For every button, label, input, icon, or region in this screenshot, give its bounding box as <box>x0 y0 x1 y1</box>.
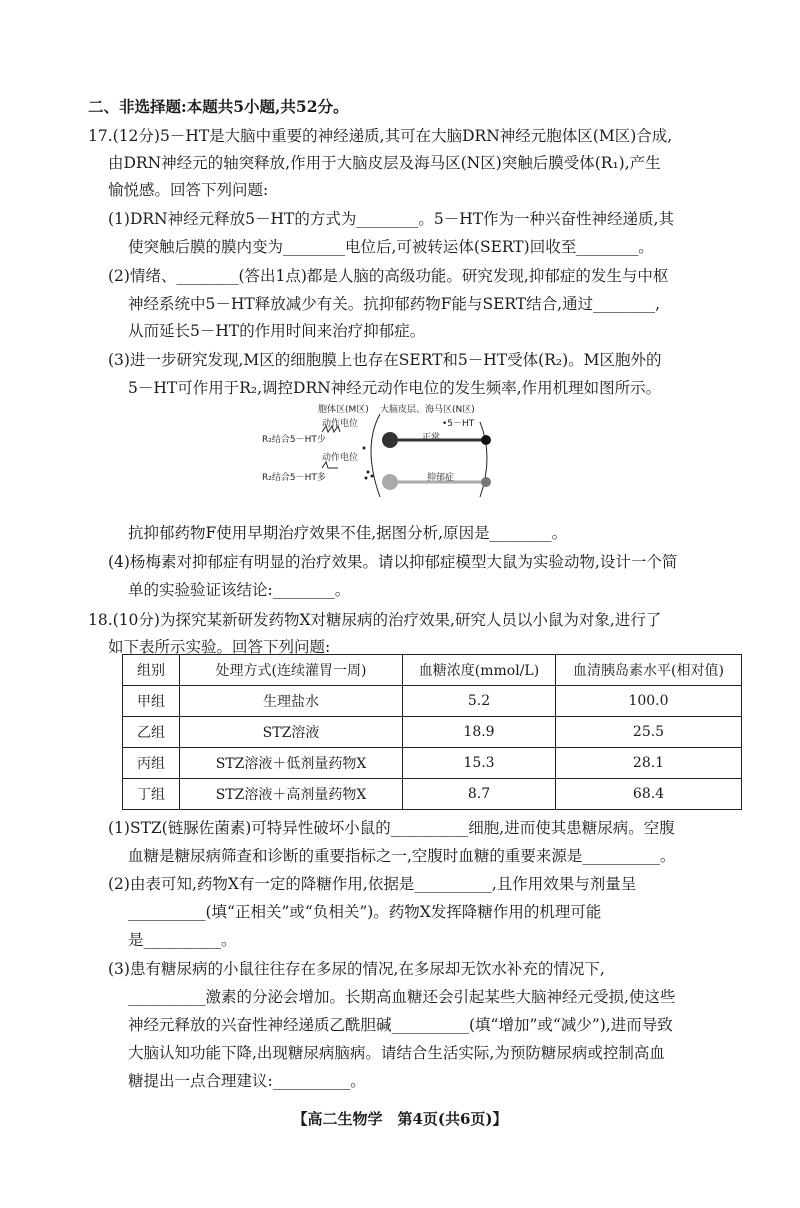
table-cell: 生理盐水 <box>180 686 403 717</box>
table-row <box>123 686 742 717</box>
q18-sub2-line-2: __________(填“正相关”或“负相关”)。药物X发挥降糖作用的机理可能 <box>128 903 602 921</box>
table-cell: 丁组 <box>123 779 180 810</box>
q17-sub3-line-3: 抗抑郁药物F使用早期治疗效果不佳,据图分析,原因是________。 <box>128 524 568 542</box>
table-cell: 100.0 <box>556 686 742 717</box>
q17-sub4-line-2: 单的实验验证该结论:________。 <box>128 581 351 599</box>
fig-left-bottom: R₂结合5－HT多 <box>262 473 326 483</box>
q17-sub2-line-3: 从而延长5－HT的作用时间来治疗抑郁症。 <box>128 322 426 340</box>
q18-line-1: 18.(10分)为探究某新研发药物X对糖尿病的治疗效果,研究人员以小鼠为对象,进行了 <box>88 611 662 629</box>
fig-ap-bottom: 动作电位 <box>322 453 359 463</box>
fig-region-m: 胞体区(M区) <box>318 405 369 415</box>
table-header-row <box>123 655 742 686</box>
q18-sub1-line-1: (1)STZ(链脲佐菌素)可特异性破坏小鼠的__________细胞,进而使其患糖尿病。空腹 <box>108 819 675 837</box>
q17-line-2: 由DRN神经元的轴突释放,作用于大脑皮层及海马区(N区)突触后膜受体(R₁),产生 <box>108 154 661 172</box>
fig-ap-top: 动作电位 <box>322 419 359 429</box>
fig-5ht-label: •5－HT <box>442 419 475 429</box>
table-cell: 25.5 <box>556 717 742 748</box>
table-cell: 甲组 <box>123 686 180 717</box>
table-cell: 28.1 <box>556 748 742 779</box>
q17-sub3-line-2: 5－HT可作用于R₂,调控DRN神经元动作电位的发生频率,作用机理如图所示。 <box>128 379 662 397</box>
experiment-table <box>122 654 742 810</box>
fig-terminal-top <box>481 435 491 445</box>
q17-line-3: 愉悦感。回答下列问题: <box>108 181 269 199</box>
table-row <box>123 748 742 779</box>
table-cell: 15.3 <box>403 748 556 779</box>
fig-left-top: R₂结合5－HT少 <box>262 435 326 445</box>
table-header: 组别 <box>123 655 180 686</box>
mechanism-figure <box>262 402 492 502</box>
table-row <box>123 779 742 810</box>
table-cell: 18.9 <box>403 717 556 748</box>
fig-normal: 正常 <box>422 433 441 443</box>
fig-terminal-bottom <box>481 477 491 487</box>
table-cell: STZ溶液＋高剂量药物X <box>180 779 403 810</box>
q18-sub2-line-3: 是__________。 <box>128 931 237 949</box>
q17-sub1-line-1: (1)DRN神经元释放5－HT的方式为________。5－HT作为一种兴奋性神经递质,其 <box>108 210 674 228</box>
page-footer: 【高二生物学 第4页(共6页)】 <box>292 1110 508 1128</box>
q18-sub3-line-1: (3)患有糖尿病的小鼠往往存在多尿的情况,在多尿却无饮水补充的情况下, <box>108 960 605 978</box>
q17-sub4-line-1: (4)杨梅素对抑郁症有明显的治疗效果。请以抑郁症模型大鼠为实验动物,设计一个简 <box>108 553 678 571</box>
q18-line-2: 如下表所示实验。回答下列问题: <box>108 638 331 656</box>
table-cell: 68.4 <box>556 779 742 810</box>
table-cell: STZ溶液 <box>180 717 403 748</box>
q18-sub3-line-3: 神经元释放的兴奋性神经递质乙酰胆碱__________(填“增加”或“减少”),进而导致 <box>128 1016 673 1034</box>
q18-sub1-line-2: 血糖是糖尿病筛查和诊断的重要指标之一,空腹时血糖的重要来源是__________。 <box>128 847 676 865</box>
q18-sub3-line-5: 糖提出一点合理建议:__________。 <box>128 1072 366 1090</box>
q18-sub2-line-1: (2)由表可知,药物X有一定的降糖作用,依据是__________,且作用效果与剂量呈 <box>108 875 637 893</box>
q18-sub3-line-4: 大脑认知功能下降,出现糖尿病脑病。请结合生活实际,为预防糖尿病或控制高血 <box>128 1044 665 1062</box>
table-cell: 丙组 <box>123 748 180 779</box>
table-header: 血糖浓度(mmol/L) <box>403 655 556 686</box>
table-row <box>123 717 742 748</box>
table-header: 处理方式(连续灌胃一周) <box>180 655 403 686</box>
fig-neuron-bottom <box>382 474 398 490</box>
q17-sub2-line-1: (2)情绪、________(答出1点)都是人脑的高级功能。研究发现,抑郁症的发生与中枢 <box>108 267 669 285</box>
table-cell: 5.2 <box>403 686 556 717</box>
q17-sub2-line-2: 神经系统中5－HT释放减少有关。抗抑郁药物F能与SERT结合,通过________, <box>128 295 660 313</box>
q17-line-1: 17.(12分)5－HT是大脑中重要的神经递质,其可在大脑DRN神经元胞体区(M区)合成, <box>88 127 673 145</box>
table-cell: STZ溶液＋低剂量药物X <box>180 748 403 779</box>
table-header: 血清胰岛素水平(相对值) <box>556 655 742 686</box>
fig-depression: 抑郁症 <box>427 473 455 483</box>
table-cell: 8.7 <box>403 779 556 810</box>
table-cell: 乙组 <box>123 717 180 748</box>
q17-sub3-line-1: (3)进一步研究发现,M区的细胞膜上也存在SERT和5－HT受体(R₂)。M区胞外的 <box>108 351 662 369</box>
fig-region-border <box>371 414 380 497</box>
fig-region-n: 大脑皮层、海马区(N区) <box>380 405 475 415</box>
q17-sub1-line-2: 使突触后膜的膜内变为________电位后,可被转运体(SERT)回收至________。 <box>128 238 654 256</box>
fig-neuron-top <box>382 432 398 448</box>
q18-sub3-line-2: __________激素的分泌会增加。长期高血糖还会引起某些大脑神经元受损,使这些 <box>128 988 676 1006</box>
section-header: 二、非选择题:本题共5小题,共52分。 <box>88 97 349 116</box>
